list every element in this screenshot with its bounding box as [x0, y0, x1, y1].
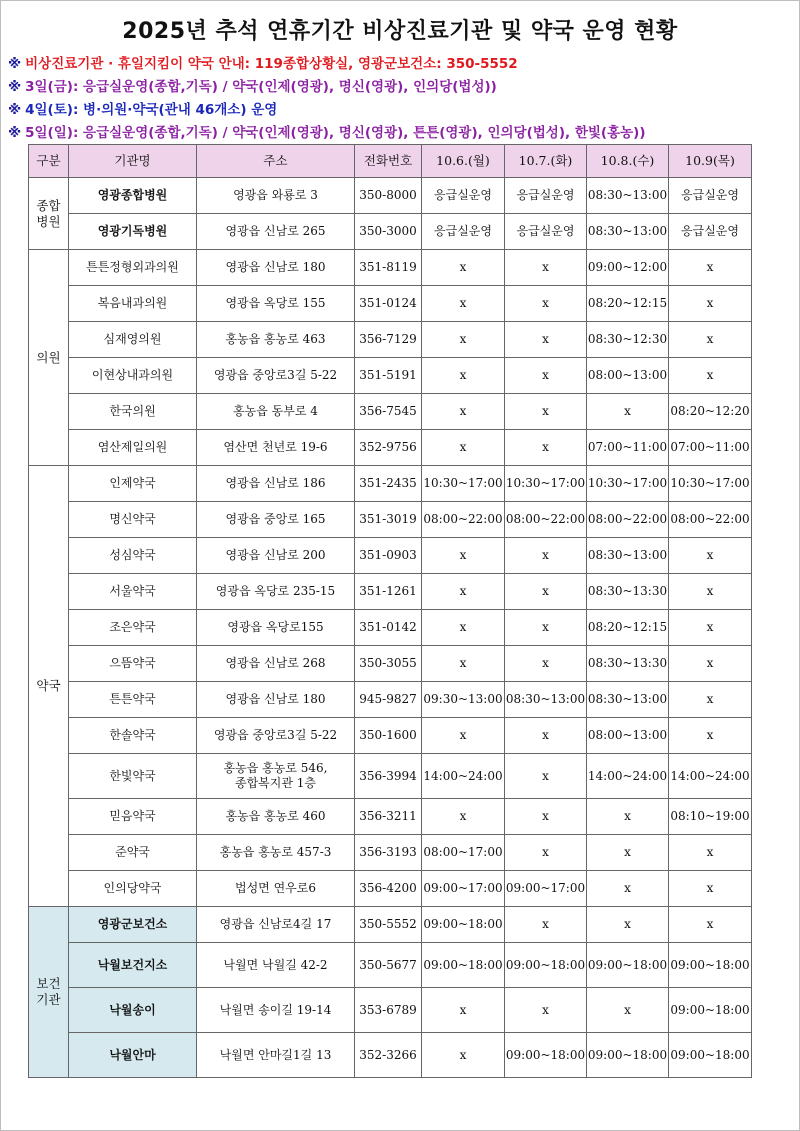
date-1-cell: x [422, 538, 505, 574]
note-mark: ※ [8, 125, 22, 141]
date-2-cell: x [505, 322, 587, 358]
address-cell: 낙월면 안마길1길 13 [197, 1033, 355, 1078]
note-text: 비상진료기관 · 휴일지킴이 약국 안내: 119종합상황실, 영광군보건소: 350-5552 [25, 56, 518, 72]
date-3-cell: x [587, 835, 669, 871]
table-row [29, 943, 752, 988]
name-cell: 낙월송이 [69, 988, 197, 1033]
date-3-cell: 10:30~17:00 [587, 466, 669, 502]
address-cell: 영광읍 신남로4길 17 [197, 907, 355, 943]
address-cell: 영광읍 신남로 186 [197, 466, 355, 502]
address-cell: 영광읍 신남로 180 [197, 682, 355, 718]
table-header-row [29, 145, 752, 178]
address-cell: 영광읍 신남로 180 [197, 250, 355, 286]
date-2-cell: 08:00~22:00 [505, 502, 587, 538]
phone-cell: 356-7545 [355, 394, 422, 430]
date-3-cell: x [587, 871, 669, 907]
date-1-cell: 09:30~13:00 [422, 682, 505, 718]
date-1-cell: 10:30~17:00 [422, 466, 505, 502]
phone-cell: 352-3266 [355, 1033, 422, 1078]
table-row [29, 871, 752, 907]
date-4-cell: x [669, 907, 752, 943]
table-row [29, 646, 752, 682]
date-1-cell: 응급실운영 [422, 214, 505, 250]
name-cell: 한국의원 [69, 394, 197, 430]
date-2-cell: x [505, 835, 587, 871]
date-3-cell: 08:00~13:00 [587, 718, 669, 754]
header-address: 주소 [197, 145, 355, 178]
phone-cell: 351-3019 [355, 502, 422, 538]
date-4-cell: x [669, 718, 752, 754]
name-cell: 이현상내과의원 [69, 358, 197, 394]
table-row [29, 835, 752, 871]
address-cell: 홍농읍 홍농로 460 [197, 799, 355, 835]
table-row [29, 466, 752, 502]
phone-cell: 352-9756 [355, 430, 422, 466]
date-3-cell: 08:30~13:00 [587, 682, 669, 718]
date-1-cell: 08:00~17:00 [422, 835, 505, 871]
table-row [29, 178, 752, 214]
date-2-cell: x [505, 646, 587, 682]
date-1-cell: x [422, 574, 505, 610]
phone-cell: 351-0124 [355, 286, 422, 322]
table-row [29, 754, 752, 799]
name-cell: 한빛약국 [69, 754, 197, 799]
date-2-cell: x [505, 286, 587, 322]
date-3-cell: 08:00~13:00 [587, 358, 669, 394]
address-cell: 영광읍 중앙로3길 5-22 [197, 358, 355, 394]
date-2-cell: x [505, 538, 587, 574]
phone-cell: 350-5677 [355, 943, 422, 988]
address-cell: 영광읍 신남로 200 [197, 538, 355, 574]
date-2-cell: x [505, 430, 587, 466]
date-3-cell: 07:00~11:00 [587, 430, 669, 466]
name-cell: 튼튼약국 [69, 682, 197, 718]
header-date-4: 10.9(목) [669, 145, 752, 178]
date-4-cell: 09:00~18:00 [669, 988, 752, 1033]
date-4-cell: x [669, 250, 752, 286]
name-cell: 영광기독병원 [69, 214, 197, 250]
phone-cell: 351-5191 [355, 358, 422, 394]
date-4-cell: 08:10~19:00 [669, 799, 752, 835]
table-row [29, 250, 752, 286]
address-cell: 영광읍 와룡로 3 [197, 178, 355, 214]
name-cell: 튼튼정형외과의원 [69, 250, 197, 286]
category-cell: 약국 [29, 466, 69, 907]
name-cell: 으뜸약국 [69, 646, 197, 682]
date-1-cell: 08:00~22:00 [422, 502, 505, 538]
date-2-cell: 응급실운영 [505, 214, 587, 250]
date-1-cell: x [422, 430, 505, 466]
address-cell: 영광읍 옥당로 235-15 [197, 574, 355, 610]
page-title: 2025년 추석 연휴기간 비상진료기관 및 약국 운영 현황 [122, 19, 678, 44]
date-4-cell: x [669, 538, 752, 574]
table-row [29, 214, 752, 250]
date-2-cell: x [505, 394, 587, 430]
date-2-cell: x [505, 574, 587, 610]
table-row [29, 430, 752, 466]
date-4-cell: 응급실운영 [669, 214, 752, 250]
date-4-cell: 14:00~24:00 [669, 754, 752, 799]
date-1-cell: x [422, 646, 505, 682]
date-3-cell: 14:00~24:00 [587, 754, 669, 799]
phone-cell: 351-0903 [355, 538, 422, 574]
date-4-cell: x [669, 358, 752, 394]
name-cell: 낙월안마 [69, 1033, 197, 1078]
date-2-cell: x [505, 799, 587, 835]
name-cell: 영광군보건소 [69, 907, 197, 943]
address-cell: 영광읍 신남로 265 [197, 214, 355, 250]
schedule-table [28, 144, 752, 1078]
phone-cell: 350-5552 [355, 907, 422, 943]
date-1-cell: x [422, 250, 505, 286]
notice-line-1 [8, 52, 518, 72]
date-4-cell: x [669, 835, 752, 871]
date-3-cell: 09:00~18:00 [587, 1033, 669, 1078]
date-4-cell: x [669, 646, 752, 682]
phone-cell: 353-6789 [355, 988, 422, 1033]
date-1-cell: 09:00~18:00 [422, 943, 505, 988]
date-3-cell: 08:20~12:15 [587, 610, 669, 646]
date-4-cell: 08:00~22:00 [669, 502, 752, 538]
phone-cell: 351-1261 [355, 574, 422, 610]
table-row [29, 610, 752, 646]
date-2-cell: x [505, 718, 587, 754]
address-cell: 홍농읍 홍농로 463 [197, 322, 355, 358]
address-cell: 홍농읍 홍농로 457-3 [197, 835, 355, 871]
address-cell: 법성면 연우로6 [197, 871, 355, 907]
date-4-cell: x [669, 286, 752, 322]
date-1-cell: x [422, 988, 505, 1033]
table-row [29, 799, 752, 835]
note-text: 5일(일): 응급실운영(종합,기독) / 약국(인제(영광), 명신(영광), 튼튼(영광), 인의당(법성), 한빛(홍농)) [25, 125, 646, 141]
date-4-cell: 10:30~17:00 [669, 466, 752, 502]
date-3-cell: 08:30~13:00 [587, 178, 669, 214]
phone-cell: 945-9827 [355, 682, 422, 718]
note-text: 4일(토): 병·의원·약국(관내 46개소) 운영 [25, 102, 278, 118]
date-3-cell: 08:30~13:00 [587, 538, 669, 574]
table-row [29, 907, 752, 943]
phone-cell: 350-3055 [355, 646, 422, 682]
address-cell: 영광읍 신남로 268 [197, 646, 355, 682]
name-cell: 준약국 [69, 835, 197, 871]
header-category: 구분 [29, 145, 69, 178]
date-4-cell: x [669, 610, 752, 646]
name-cell: 인의당약국 [69, 871, 197, 907]
date-2-cell: x [505, 988, 587, 1033]
header-name: 기관명 [69, 145, 197, 178]
notice-line-3 [8, 98, 277, 118]
date-3-cell: 09:00~18:00 [587, 943, 669, 988]
date-4-cell: x [669, 871, 752, 907]
date-4-cell: 08:20~12:20 [669, 394, 752, 430]
address-cell: 영광읍 옥당로155 [197, 610, 355, 646]
date-4-cell: 09:00~18:00 [669, 943, 752, 988]
date-4-cell: 09:00~18:00 [669, 1033, 752, 1078]
table-row [29, 988, 752, 1033]
date-2-cell: x [505, 907, 587, 943]
date-4-cell: x [669, 574, 752, 610]
date-2-cell: x [505, 610, 587, 646]
name-cell: 명신약국 [69, 502, 197, 538]
name-cell: 인제약국 [69, 466, 197, 502]
header-date-3: 10.8.(수) [587, 145, 669, 178]
date-1-cell: 14:00~24:00 [422, 754, 505, 799]
date-3-cell: 08:30~13:30 [587, 574, 669, 610]
phone-cell: 356-3211 [355, 799, 422, 835]
date-2-cell: 08:30~13:00 [505, 682, 587, 718]
name-cell: 성심약국 [69, 538, 197, 574]
date-1-cell: x [422, 394, 505, 430]
date-1-cell: x [422, 286, 505, 322]
date-1-cell: x [422, 1033, 505, 1078]
date-3-cell: x [587, 799, 669, 835]
name-cell: 심재영의원 [69, 322, 197, 358]
note-mark: ※ [8, 79, 22, 95]
name-cell: 한솔약국 [69, 718, 197, 754]
date-2-cell: 09:00~18:00 [505, 943, 587, 988]
date-1-cell: x [422, 610, 505, 646]
table-body [29, 178, 752, 1078]
name-cell: 조은약국 [69, 610, 197, 646]
address-cell: 영광읍 중앙로3길 5-22 [197, 718, 355, 754]
table-row [29, 538, 752, 574]
phone-cell: 356-3193 [355, 835, 422, 871]
date-3-cell: 08:30~13:30 [587, 646, 669, 682]
date-3-cell: x [587, 394, 669, 430]
category-cell: 종합 병원 [29, 178, 69, 250]
address-cell: 염산면 천년로 19-6 [197, 430, 355, 466]
header-date-2: 10.7.(화) [505, 145, 587, 178]
name-cell: 영광종합병원 [69, 178, 197, 214]
table-row [29, 682, 752, 718]
date-2-cell: 응급실운영 [505, 178, 587, 214]
notice-line-2 [8, 75, 497, 95]
table-row [29, 394, 752, 430]
date-3-cell: 08:20~12:15 [587, 286, 669, 322]
address-cell: 낙월면 송이길 19-14 [197, 988, 355, 1033]
date-2-cell: x [505, 250, 587, 286]
table-row [29, 1033, 752, 1078]
table-row [29, 358, 752, 394]
date-1-cell: x [422, 358, 505, 394]
address-cell: 홍농읍 동부로 4 [197, 394, 355, 430]
date-1-cell: x [422, 718, 505, 754]
date-3-cell: x [587, 988, 669, 1033]
phone-cell: 356-7129 [355, 322, 422, 358]
table-row [29, 574, 752, 610]
phone-cell: 356-3994 [355, 754, 422, 799]
date-1-cell: 09:00~17:00 [422, 871, 505, 907]
date-3-cell: 08:30~12:30 [587, 322, 669, 358]
table-row [29, 718, 752, 754]
date-1-cell: x [422, 322, 505, 358]
table-row [29, 502, 752, 538]
date-1-cell: 응급실운영 [422, 178, 505, 214]
date-3-cell: x [587, 907, 669, 943]
phone-cell: 356-4200 [355, 871, 422, 907]
category-cell: 의원 [29, 250, 69, 466]
table-row [29, 322, 752, 358]
date-3-cell: 09:00~12:00 [587, 250, 669, 286]
note-mark: ※ [8, 102, 22, 118]
date-4-cell: x [669, 322, 752, 358]
address-cell: 영광읍 중앙로 165 [197, 502, 355, 538]
name-cell: 서울약국 [69, 574, 197, 610]
date-2-cell: 09:00~17:00 [505, 871, 587, 907]
date-1-cell: 09:00~18:00 [422, 907, 505, 943]
date-1-cell: x [422, 799, 505, 835]
category-cell: 보건 기관 [29, 907, 69, 1078]
table-row [29, 286, 752, 322]
date-2-cell: 09:00~18:00 [505, 1033, 587, 1078]
phone-cell: 351-2435 [355, 466, 422, 502]
date-2-cell: x [505, 754, 587, 799]
date-3-cell: 08:00~22:00 [587, 502, 669, 538]
name-cell: 낙월보건지소 [69, 943, 197, 988]
name-cell: 염산제일의원 [69, 430, 197, 466]
date-2-cell: x [505, 358, 587, 394]
header-date-1: 10.6.(월) [422, 145, 505, 178]
date-4-cell: 응급실운영 [669, 178, 752, 214]
header-phone: 전화번호 [355, 145, 422, 178]
note-text: 3일(금): 응급실운영(종합,기독) / 약국(인제(영광), 명신(영광), 인의당(법성)) [25, 79, 497, 95]
phone-cell: 351-0142 [355, 610, 422, 646]
notice-line-4 [8, 121, 646, 141]
address-cell: 낙월면 낙월길 42-2 [197, 943, 355, 988]
address-cell: 홍농읍 홍농로 546, 종합복지관 1층 [197, 754, 355, 799]
date-3-cell: 08:30~13:00 [587, 214, 669, 250]
phone-cell: 350-8000 [355, 178, 422, 214]
phone-cell: 350-1600 [355, 718, 422, 754]
name-cell: 믿음약국 [69, 799, 197, 835]
phone-cell: 350-3000 [355, 214, 422, 250]
date-4-cell: x [669, 682, 752, 718]
date-2-cell: 10:30~17:00 [505, 466, 587, 502]
date-4-cell: 07:00~11:00 [669, 430, 752, 466]
address-cell: 영광읍 옥당로 155 [197, 286, 355, 322]
phone-cell: 351-8119 [355, 250, 422, 286]
note-mark: ※ [8, 56, 22, 72]
name-cell: 복음내과의원 [69, 286, 197, 322]
